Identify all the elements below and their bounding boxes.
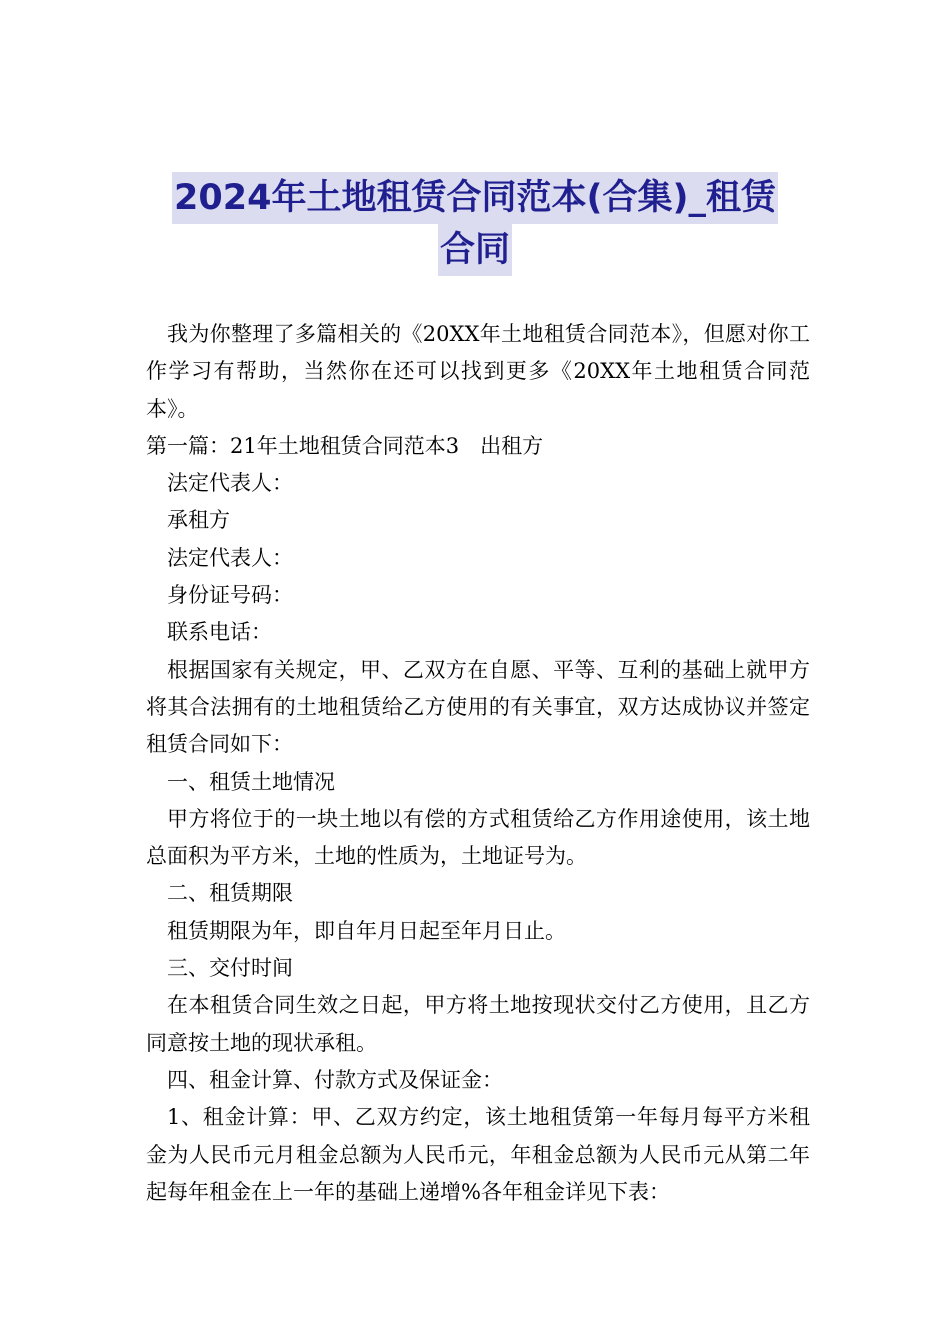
- clause-heading-1: 一、租赁土地情况: [167, 769, 335, 794]
- field-lessee-representative: 法定代表人：: [167, 545, 293, 570]
- field-phone: 联系电话：: [167, 620, 272, 645]
- document-body: [146, 316, 810, 1211]
- field-id-number: 身份证号码：: [167, 583, 293, 608]
- title-line-2: 合同: [438, 224, 512, 276]
- clause-heading-3: 三、交付时间: [167, 956, 293, 981]
- agreement-paragraph: 根据国家有关规定，甲、乙双方在自愿、平等、互利的基础上就甲方将其合法拥有的土地租赁给乙方使用的有关事宜，双方达成协议并签定租赁合同如下：: [146, 657, 810, 757]
- clause-paragraph-2: 租赁期限为年，即自年月日起至年月日止。: [167, 918, 566, 943]
- document-title: [100, 172, 850, 276]
- intro-paragraph: 我为你整理了多篇相关的《20XX年土地租赁合同范本》，但愿对你工作学习有帮助，当然你在还可以找到更多《20XX年土地租赁合同范本》。: [146, 322, 810, 421]
- field-lessor-representative: 法定代表人：: [167, 471, 293, 496]
- field-lessee: 承租方: [167, 508, 230, 533]
- section-heading-first: 第一篇：21年土地租赁合同范本3 出租方: [146, 433, 544, 458]
- title-line-1: 2024年土地租赁合同范本(合集)_租赁: [172, 172, 778, 224]
- clause-paragraph-4-1: 1、租金计算：甲、乙双方约定，该土地租赁第一年每月每平方米租金为人民币元月租金总额为人民币元，年租金总额为人民币元从第二年起每年租金在上一年的基础上递增%各年租金详见下表：: [146, 1105, 810, 1204]
- clause-heading-2: 二、租赁期限: [167, 881, 293, 906]
- clause-heading-4: 四、租金计算、付款方式及保证金：: [167, 1067, 503, 1092]
- clause-paragraph-3: 在本租赁合同生效之日起，甲方将土地按现状交付乙方使用，且乙方同意按土地的现状承租。: [146, 993, 810, 1055]
- clause-paragraph-1: 甲方将位于的一块土地以有偿的方式租赁给乙方作用途使用，该土地总面积为平方米，土地的性质为，土地证号为。: [146, 806, 810, 869]
